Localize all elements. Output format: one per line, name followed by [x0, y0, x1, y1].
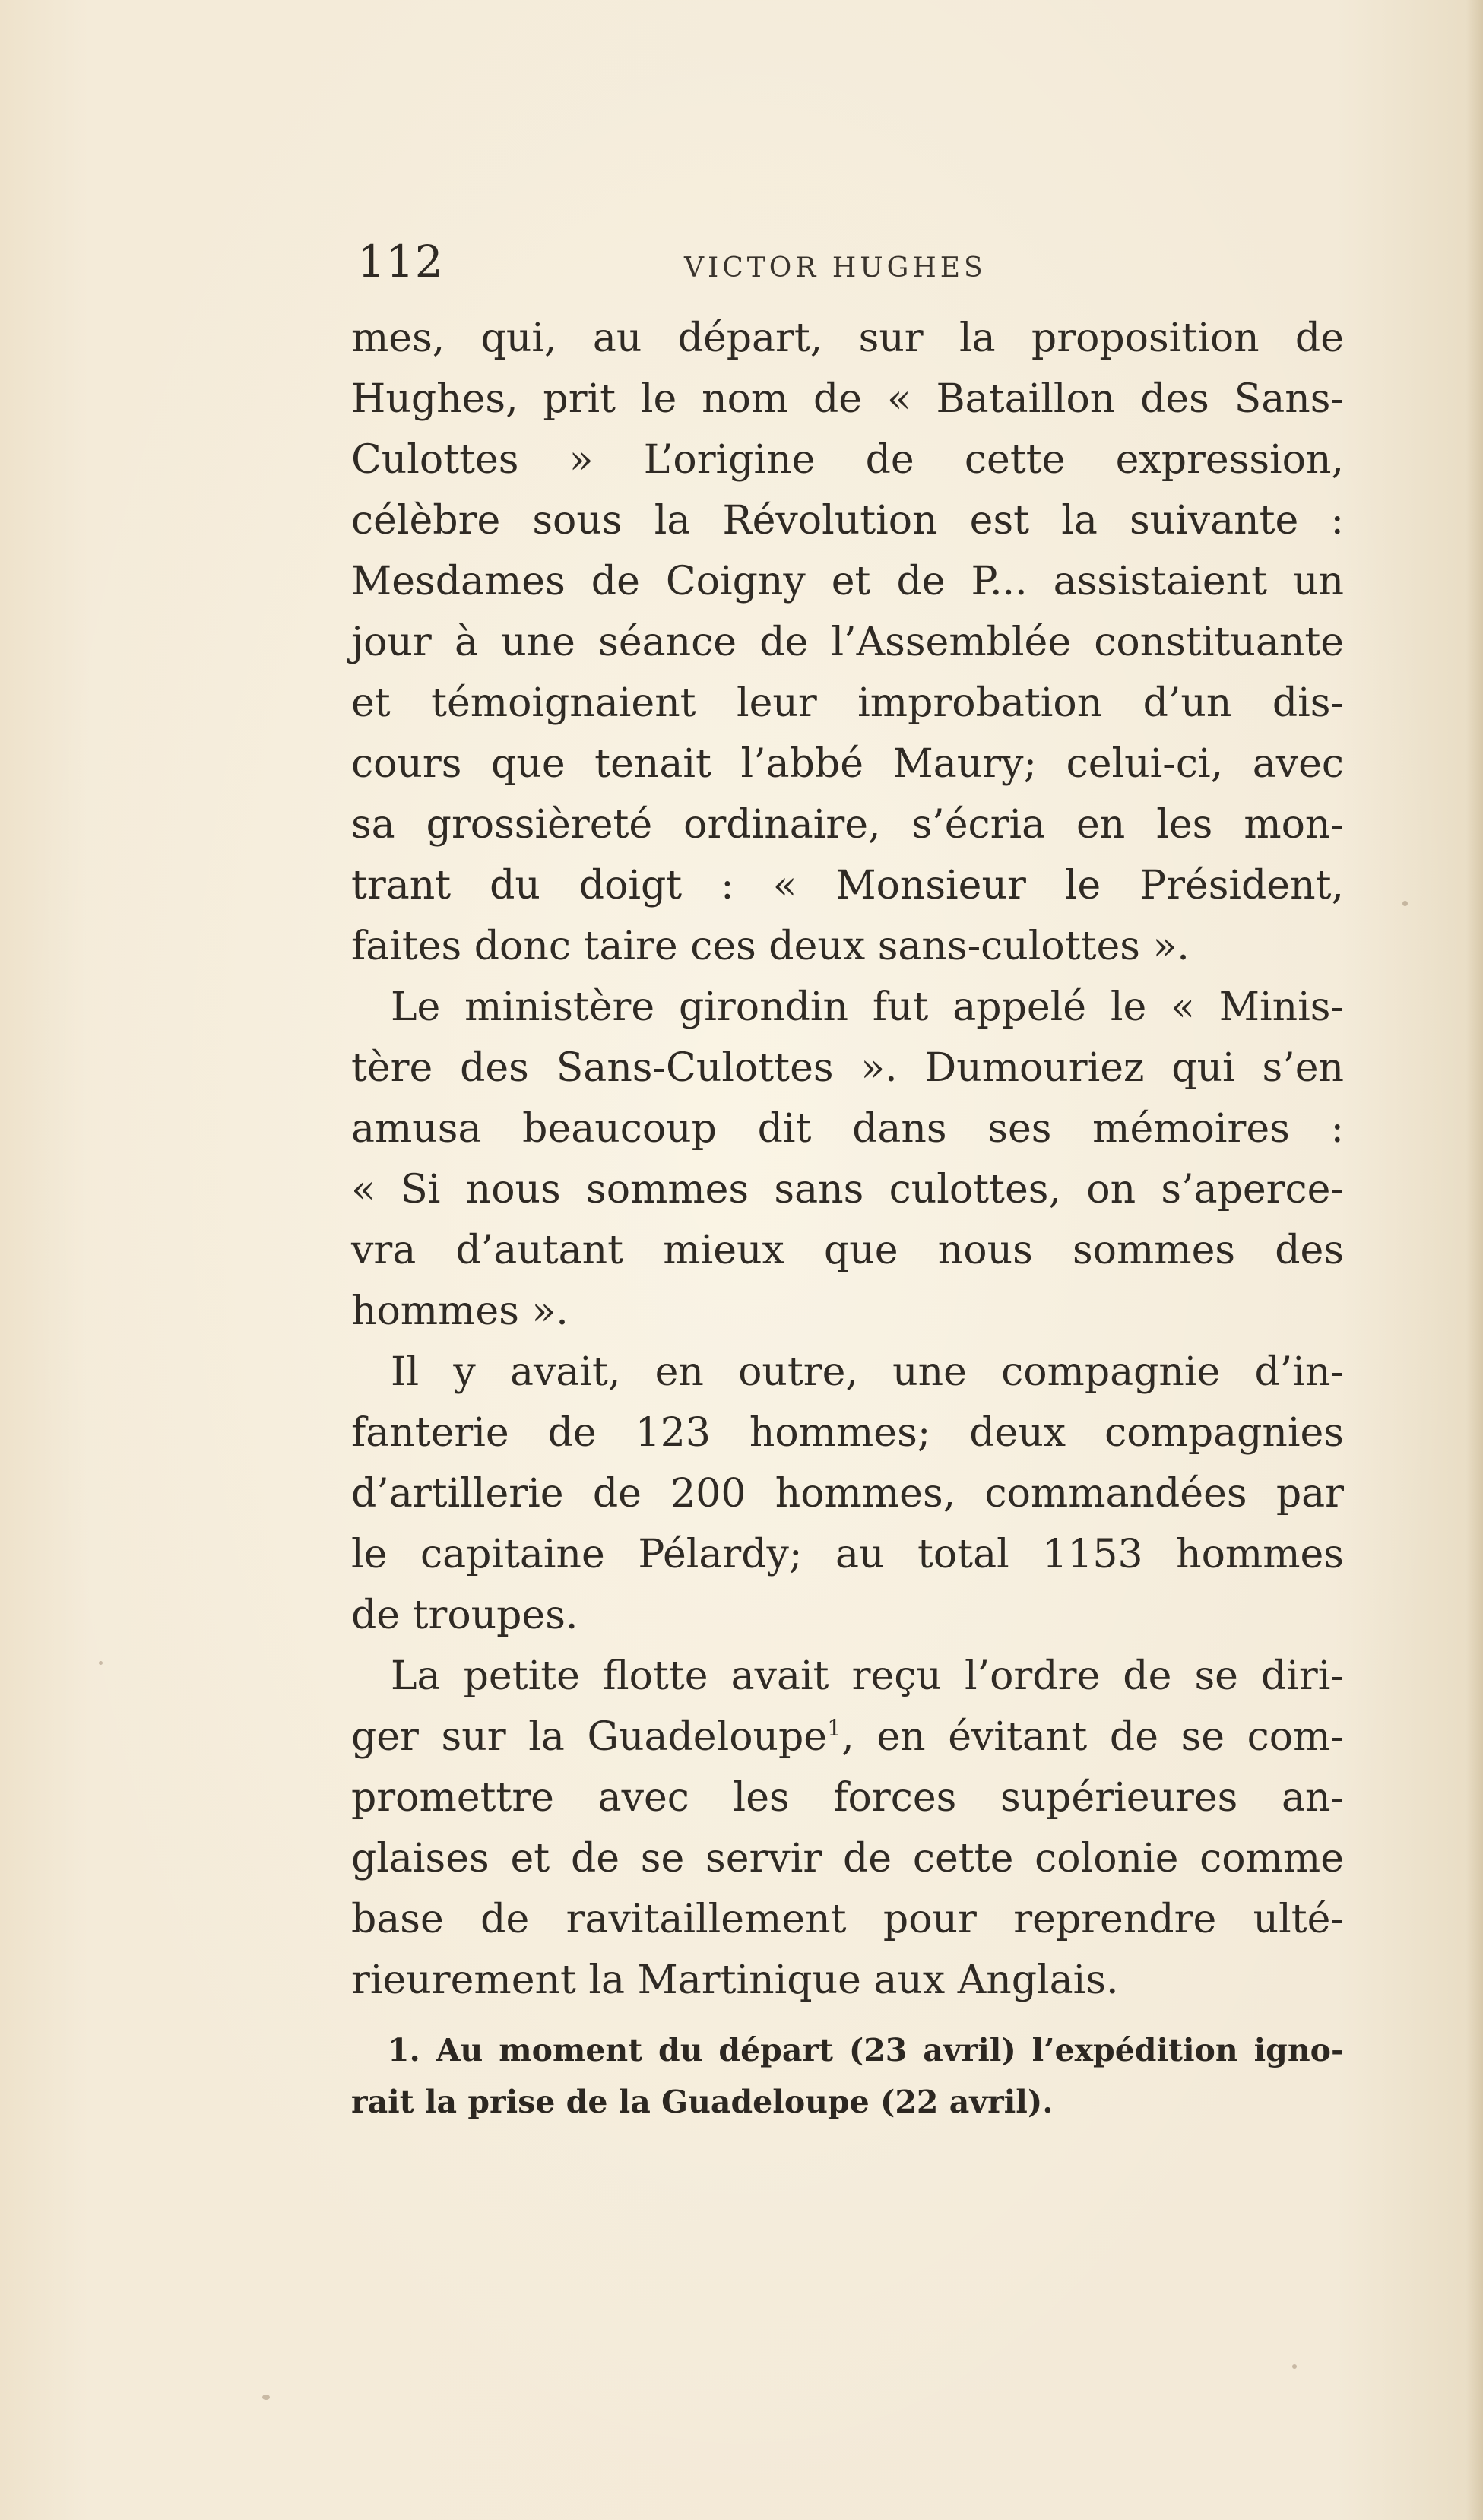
text-line: glaises et de se servir de cette colonie comme — [351, 1836, 1344, 1881]
text-line: faites donc taire ces deux sans-culottes ». — [351, 924, 1190, 969]
text-line: vra d’autant mieux que nous sommes des — [351, 1228, 1344, 1273]
running-title: VICTOR HUGHES — [684, 252, 987, 284]
text-segment: ger sur la Guadeloupe — [351, 1714, 828, 1760]
text-line: Mesdames de Coigny et de P... assistaient un — [351, 559, 1344, 604]
text-line: Culottes » L’origine de cette expression, — [351, 437, 1344, 483]
text-line: Le ministère girondin fut appelé le « Minis- — [391, 984, 1344, 1030]
text-line: de troupes. — [351, 1593, 578, 1638]
text-line-with-footnote-ref — [351, 1707, 1344, 1767]
text-line: et témoignaient leur improbation d’un dis- — [351, 680, 1344, 726]
text-line: d’artillerie de 200 hommes, commandées par — [351, 1471, 1344, 1517]
text-line: Il y avait, en outre, une compagnie d’in- — [391, 1349, 1344, 1395]
text-line: cours que tenait l’abbé Maury; celui-ci, avec — [351, 741, 1344, 787]
text-line: fanterie de 123 hommes; deux compagnies — [351, 1410, 1344, 1456]
text-line: rieurement la Martinique aux Anglais. — [351, 1957, 1119, 2003]
text-line: mes, qui, au départ, sur la proposition de — [351, 315, 1344, 361]
text-line: amusa beaucoup dit dans ses mémoires : — [351, 1106, 1344, 1152]
footnote-reference[interactable]: 1 — [827, 1715, 842, 1742]
paper-speck — [99, 1661, 103, 1665]
footnote-line: rait la prise de la Guadeloupe (22 avril). — [351, 2084, 1054, 2120]
text-line: Hughes, prit le nom de « Bataillon des Sans- — [351, 376, 1344, 422]
footnote-line: 1. Au moment du départ (23 avril) l’expédition igno- — [388, 2032, 1344, 2068]
page-header — [357, 236, 1345, 296]
text-line: trant du doigt : « Monsieur le Président, — [351, 863, 1344, 908]
text-line: le capitaine Pélardy; au total 1153 hommes — [351, 1532, 1344, 1577]
text-segment: , en évitant de se com- — [841, 1714, 1344, 1760]
text-line: hommes ». — [351, 1289, 569, 1334]
text-line: « Si nous sommes sans culottes, on s’aperce- — [351, 1167, 1344, 1212]
text-line: célèbre sous la Révolution est la suivante : — [351, 498, 1344, 544]
text-line: sa grossièreté ordinaire, s’écria en les mon- — [351, 802, 1344, 848]
paper-speck — [1292, 2364, 1297, 2369]
page-edge-shadow — [1466, 0, 1483, 2520]
page-number: 112 — [357, 236, 444, 287]
footnotes — [351, 2024, 1344, 2128]
paper-speck — [262, 2395, 270, 2400]
text-line: tère des Sans-Culottes ». Dumouriez qui s’en — [351, 1045, 1344, 1091]
text-line: promettre avec les forces supérieures an- — [351, 1775, 1344, 1821]
main-text — [351, 308, 1344, 2011]
text-line: base de ravitaillement pour reprendre ulté- — [351, 1897, 1344, 1942]
text-line: La petite flotte avait reçu l’ordre de se diri- — [391, 1653, 1344, 1699]
text-line: jour à une séance de l’Assemblée constituante — [351, 620, 1344, 665]
paper-speck — [1402, 901, 1408, 906]
